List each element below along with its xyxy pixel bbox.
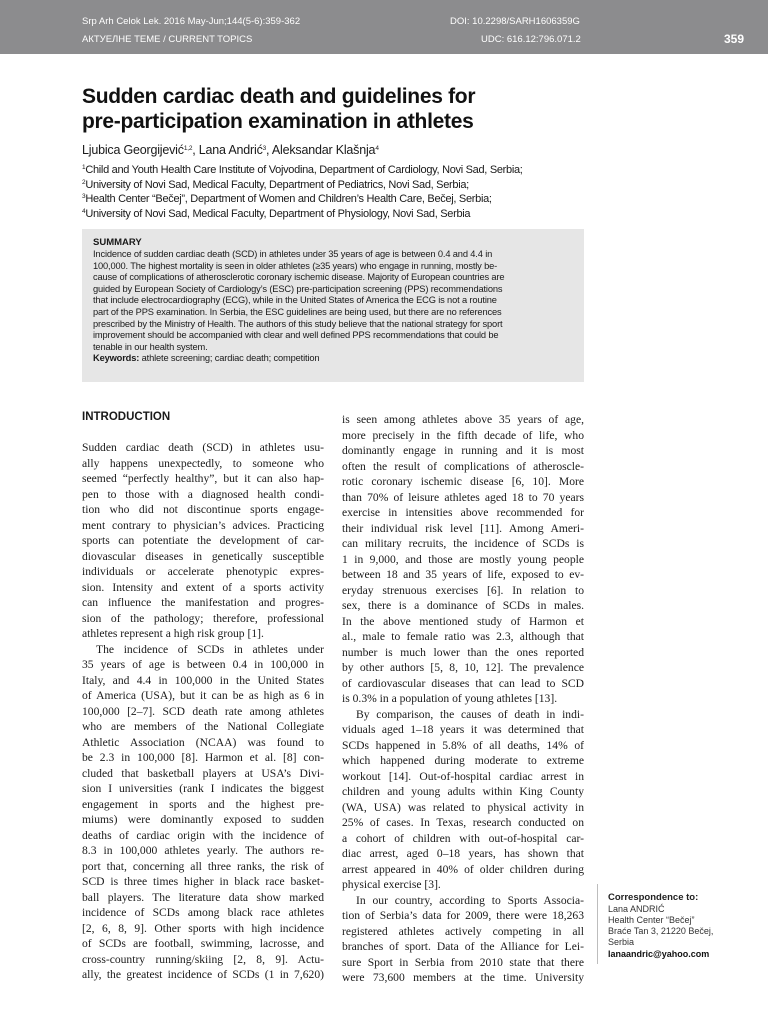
- body-text-line: were 73,600 members at the time. University: [342, 971, 584, 984]
- summary-line: tenable in our health system.: [93, 341, 208, 352]
- body-text-line: of America (USA), but it can be as high as 6 in: [82, 689, 324, 702]
- affiliation-mark: 2: [82, 178, 86, 186]
- body-text-line: viduals aged 1–18 years it was determined that: [342, 723, 584, 736]
- summary-line: that include electrocardiography (ECG), while in the United States of America the ECG is not a routine: [93, 295, 497, 306]
- affiliation-mark: 3: [82, 193, 86, 200]
- summary-line: prescribed by the Ministry of Health. The authors of this study believe that the national strategy for sport: [93, 318, 503, 329]
- body-text-line: 1 in 9,000, and those are mostly young people: [342, 552, 584, 566]
- body-text-line: than 70% of leisure athletes aged 18 to 70 years: [342, 490, 584, 504]
- body-text-line: by other authors [5, 8, 10, 12]. The prevalence: [342, 661, 584, 674]
- title-line: Sudden cardiac death and guidelines for: [82, 85, 476, 108]
- body-text-line: individuals or accelerate phenotypic expres-: [82, 565, 324, 578]
- summary-line: guided by European Society of Cardiology’s (ESC) pre-participation screening (PPS) recommendations: [93, 283, 503, 294]
- keywords-line: [93, 353, 573, 365]
- body-text-line: arrest appeared in 40% of older children during: [342, 862, 584, 876]
- correspondence-line: Health Center “Bečej”: [608, 915, 695, 925]
- summary-line: cause of complications of atherosclerotic coronary ischemic disease. Majority of European countries are: [93, 272, 505, 283]
- journal-citation: Srp Arh Celok Lek. 2016 May-Jun;144(5-6):359-362: [82, 16, 301, 27]
- body-text-line: SCDs happened in 5.8% of all deaths, 14% of: [342, 738, 584, 752]
- body-text-line: deaths of cardiac origin with the incidence of: [82, 828, 324, 842]
- affiliation-mark: 4: [82, 207, 86, 215]
- body-text-line: cross-country running/skiing [2, 8, 9]. Actu-: [82, 952, 324, 966]
- keywords-label: Keywords:: [93, 353, 140, 364]
- body-text-line: Sudden cardiac death (SCD) in athletes usu-: [82, 441, 324, 454]
- affiliation-text: University of Novi Sad, Medical Faculty, Department of Physiology, Novi Sad, Serbia: [85, 207, 471, 220]
- body-column-left: [82, 440, 324, 983]
- body-text-line: exercise in intensities above recommended for: [342, 506, 584, 519]
- body-text-line: eryday strenuous exercises [6]. In relation to: [342, 583, 584, 597]
- body-text-line: By comparison, the causes of death in indi-: [356, 707, 584, 721]
- summary-line: improvement should be accompanied with clear and well defined PPS recommendations that could be: [93, 330, 499, 341]
- keywords-text: athlete screening; cardiac death; competition: [139, 353, 320, 364]
- correspondence-heading: Correspondence to:: [608, 892, 699, 903]
- body-text-line: seemed “perfectly healthy”, but it can also hap-: [82, 472, 324, 485]
- body-text-line: rotic coronary ischemic disease [6, 10]. More: [342, 475, 584, 488]
- summary-line: 100,000. The highest mortality is seen in older athletes (≥35 years) who engage in running, mostly be-: [93, 260, 498, 271]
- correspondence-line: Serbia: [608, 937, 635, 947]
- doi[interactable]: DOI: 10.2298/SARH1606359G: [450, 16, 580, 27]
- body-text-line: which happened during moderate to extreme: [342, 754, 584, 767]
- body-text-line: can military recruits, the incidence of SCDs is: [342, 537, 584, 550]
- author-separator: ,: [266, 143, 272, 157]
- body-text-line: more precisely in the fifth decade of life, who: [342, 428, 584, 442]
- body-text-line: branches of sport. Data of the Alliance for Lei-: [342, 940, 584, 953]
- body-text-line: incidence of SCDs among black race athletes: [82, 906, 324, 919]
- body-text-line: physical exercise [3].: [342, 878, 441, 891]
- affiliation-text: Child and Youth Health Care Institute of Vojvodina, Department of Cardiology, Novi Sad, Serbia;: [85, 164, 523, 176]
- body-text-line: dominantly engage in running and it is most: [342, 444, 584, 457]
- article-title: [82, 84, 602, 134]
- body-text-line: is 0.3% in a population of young athletes [13].: [342, 692, 558, 705]
- body-text-line: ally happens unexpectedly, to someone who: [82, 456, 324, 470]
- body-text-line: can influence the manifestation and progres-: [82, 596, 324, 609]
- author-affiliation-mark: 3: [262, 145, 267, 152]
- udc-code: UDC: 616.12:796.071.2: [481, 34, 581, 45]
- body-text-line: workout [14]. Out-of-hospital cardiac arrest in: [342, 769, 584, 783]
- body-text-line: of SCDs are football, swimming, lacrosse, and: [82, 937, 324, 950]
- body-text-line: port that, concerning all three ranks, the risk of: [82, 859, 324, 873]
- body-text-line: 35 years of age is between 0.4 in 100,000 in: [82, 658, 324, 671]
- correspondence-email[interactable]: lanaandric@yahoo.com: [608, 949, 710, 959]
- correspondence-divider: [597, 884, 598, 964]
- body-text-line: SCD is three times higher in black race basket-: [82, 875, 324, 888]
- affiliations: [82, 163, 523, 221]
- summary-line: Incidence of sudden cardiac death (SCD) in athletes under 35 years of age is between 0.4 and 4.4 in: [93, 249, 493, 259]
- affiliation-text: University of Novi Sad, Medical Faculty, Department of Pediatrics, Novi Sad, Serbia;: [85, 178, 469, 191]
- body-text-line: ment contrary to physician’s advices. Practicing: [82, 518, 324, 532]
- body-text-line: sion I universities (rank I indicates the biggest: [82, 782, 324, 795]
- body-text-line: miums) were dominantly exposed to sudden: [82, 813, 324, 826]
- body-text-line: In our country, according to Sports Associa-: [356, 893, 584, 907]
- body-text-line: 100,000 [2–7]. SCD death rate among athletes: [82, 704, 324, 718]
- summary-box: [82, 229, 584, 382]
- body-text-line: number is much lower than the ones reported: [342, 645, 584, 659]
- body-text-line: often the result of complications of atheroscle-: [342, 459, 584, 473]
- page-number: 359: [723, 32, 744, 46]
- author-name: Ljubica Georgijević: [82, 143, 184, 157]
- body-text-line: pen to those with a diagnosed health condi-: [82, 487, 324, 501]
- body-text-line: be 2.3 in 100,000 [8]. Harmon et al. [8] con-: [82, 751, 324, 764]
- body-text-line: their individual risk level [11]. Among Ameri-: [342, 521, 584, 535]
- author-affiliation-mark: 1,2: [183, 145, 193, 152]
- body-text-line: 8.3 in 100,000 athletes yearly. The authors re-: [82, 844, 324, 857]
- body-text-line: who are members of the National Collegiate: [82, 720, 324, 733]
- body-text-line: In the above mentioned study of Harmon et: [342, 614, 584, 628]
- affiliation-item: [82, 163, 523, 178]
- author-separator: ,: [192, 143, 199, 157]
- author-name: Lana Andrić: [198, 143, 263, 157]
- body-text-line: sports can potentiate the development of car-: [82, 534, 324, 547]
- body-text-line: ally, the greatest incidence of SCDs (1 in 7,620): [82, 968, 324, 981]
- section-label: АКТУЕЛНЕ ТЕМЕ / CURRENT TOPICS: [82, 34, 253, 45]
- body-text-line: [2, 6, 8, 9]. Other sports with high incidence: [82, 921, 324, 935]
- summary-heading: SUMMARY: [93, 237, 142, 248]
- body-text-line: diovascular diseases in genetically susceptible: [82, 549, 324, 563]
- body-text-line: of cardiovascular diseases that can lead to SCD: [342, 676, 584, 690]
- body-text-line: is seen among athletes above 35 years of age,: [342, 413, 584, 426]
- correspondence-line: Lana ANDRIĆ: [608, 904, 665, 914]
- body-text-line: sure Sport in Serbia from 2010 state that there: [342, 955, 584, 969]
- affiliation-text: Health Center “Bečej”, Department of Women and Children’s Health Care, Bečej, Serbia;: [85, 193, 492, 205]
- title-line: pre-participation examination in athletes: [82, 110, 474, 133]
- author-affiliation-mark: 4: [375, 145, 379, 152]
- body-text-line: sion of the pathology; therefore, professional: [82, 611, 324, 625]
- body-text-line: diac arrest, aged 0–18 years, has shown that: [342, 847, 584, 860]
- author-list: [82, 143, 379, 157]
- correspondence-block: [608, 891, 748, 960]
- introduction-heading: INTRODUCTION: [82, 411, 171, 423]
- affiliation-item: [82, 178, 523, 193]
- body-text-line: tion who did not discontinue sports engage-: [82, 503, 324, 516]
- journal-header-band: [0, 0, 768, 54]
- body-text-line: a cohort of children with out-of-hospital car-: [342, 831, 584, 845]
- body-text-line: Athletic Association (NCAA) was found to: [82, 735, 324, 749]
- body-text-line: between 18 and 35 years of life, exposed to ev-: [342, 568, 584, 581]
- body-text-line: athletes represent a high risk group [1].: [82, 627, 264, 640]
- correspondence-line: Braće Tan 3, 21220 Bečej,: [608, 926, 714, 936]
- affiliation-mark: 1: [82, 164, 86, 171]
- body-text-line: (WA, USA) was related to physical activity in: [342, 800, 584, 814]
- body-text-line: ball players. The literature data show marked: [82, 890, 324, 904]
- affiliation-item: [82, 207, 523, 222]
- body-text-line: children and young adults within King County: [342, 785, 584, 798]
- body-text-line: engagement in sports and the highest pre-: [82, 797, 324, 811]
- summary-line: part of the PPS examination. In Serbia, the ESC guidelines are being used, but there are no references: [93, 306, 502, 317]
- body-text-line: sion. Intensity and extent of a sports activity: [82, 580, 324, 594]
- body-text-line: al., male to female ratio was 2.3, although that: [342, 630, 584, 643]
- body-text-line: registered athletes actively competing in all: [342, 924, 584, 938]
- body-text-line: cluded that basketball players at USA’s Divi-: [82, 766, 324, 780]
- body-text-line: Italy, and 4.4 in 100,000 in the United States: [82, 673, 324, 687]
- affiliation-item: [82, 192, 523, 207]
- body-text-line: The incidence of SCDs in athletes under: [96, 642, 324, 656]
- body-column-right: [342, 412, 584, 986]
- body-text-line: sex, there is a dominance of SCDs in males.: [342, 599, 584, 612]
- body-text-line: tion of Serbia’s data for 2009, there were 18,263: [342, 909, 584, 922]
- author-name: Aleksandar Klašnja: [271, 143, 376, 157]
- body-text-line: 25% of cases. In Texas, research conducted on: [342, 816, 584, 829]
